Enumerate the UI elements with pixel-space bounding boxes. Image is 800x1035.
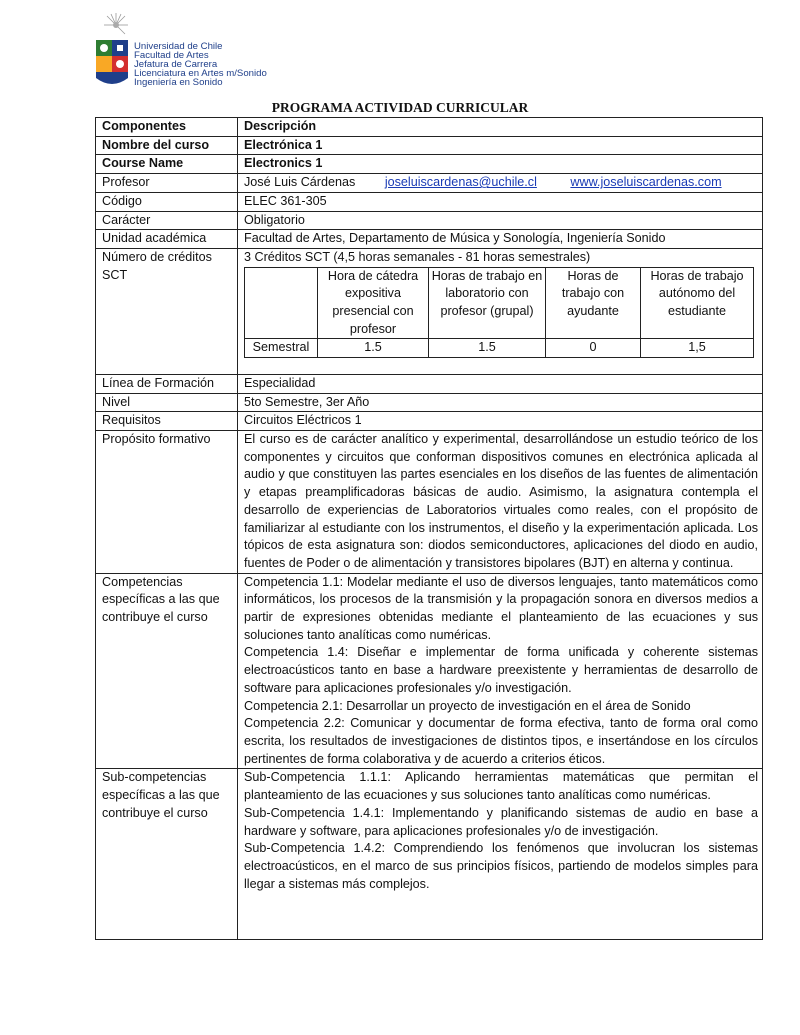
label-course-name: Course Name [96, 155, 238, 174]
label-competencias: Competencias específicas a las que contribuye el curso [96, 573, 238, 769]
row-nombre [96, 136, 763, 155]
logo-line: Universidad de Chile [134, 41, 223, 52]
value-requisitos: Circuitos Eléctricos 1 [238, 412, 763, 431]
label-proposito: Propósito formativo [96, 431, 238, 574]
row-course-name [96, 155, 763, 174]
row-subcompetencias [96, 769, 763, 940]
label-caracter: Carácter [96, 211, 238, 230]
value-nombre: Electrónica 1 [238, 136, 763, 155]
hours-header-autonomo: Horas de trabajo autónomo del estudiante [641, 267, 754, 339]
value-proposito: El curso es de carácter analítico y experimental, desarrollándose un estudio teórico de los componentes y circuitos que conforman dispositivos comunes en electrónica aplicada al audio y que constituyen las partes esenciales en los diseños de las fuentes de alimentación y etapas preamplificadoras básicas de audio. Asimismo, la asignatura contempla el desarrollo de experiencias de Laboratorios virtuales como reales, con el propósito de familiarizar al estudiante con los instrumentos, el diseño y la experimentación aplicada. Los tópicos de esta asignatura son: diodos semiconductores, aplicaciones del diodo en audio, fuentes de Poder o de alimentación y transistores bipolares (BJT) en alterna y continua. [238, 431, 763, 574]
hours-row-label: Semestral [245, 339, 318, 358]
row-codigo [96, 192, 763, 211]
logo-line: Ingeniería en Sonido [134, 77, 223, 88]
university-shield-icon [94, 12, 132, 90]
label-nombre: Nombre del curso [96, 136, 238, 155]
row-profesor [96, 174, 763, 193]
value-subcompetencias [238, 769, 763, 940]
profesor-email-link[interactable]: joseluiscardenas@uchile.cl [384, 175, 537, 190]
value-course-name: Electronics 1 [238, 155, 763, 174]
hours-header-laboratorio: Horas de trabajo en laboratorio con profesor (grupal) [429, 267, 546, 339]
document-title: PROGRAMA ACTIVIDAD CURRICULAR [271, 100, 529, 115]
logo-line: Licenciatura en Artes m/Sonido [134, 68, 267, 79]
row-nivel [96, 393, 763, 412]
profesor-name: José Luis Cárdenas [244, 175, 356, 190]
competencia-item: Competencia 1.1: Modelar mediante el uso de diversos lenguajes, tanto matemáticos como informáticos, los procesos de la transmisión y la propagación sonora en diversos medios a partir de expresiones obtenidas mediante el planteamiento de las ecuaciones y sus soluciones tanto analíticas como numéricas. [244, 574, 758, 642]
profesor-website-link[interactable]: www.joseluiscardenas.com [570, 175, 722, 190]
row-requisitos [96, 412, 763, 431]
subcompetencia-item: Sub-Competencia 1.1.1: Aplicando herramientas matemáticas que permitan el planteamiento de las ecuaciones y sus soluciones tanto analíticas como numéricas. [244, 770, 758, 803]
hours-semestral-row [245, 339, 754, 358]
curriculum-table [95, 117, 763, 940]
subcompetencia-item: Sub-Competencia 1.4.1: Implementando y planificando sistemas de audio en base a hardware y software, para aplicaciones profesionales y/o de investigación. [244, 805, 758, 838]
hours-corner-cell [245, 267, 318, 339]
label-profesor: Profesor [96, 174, 238, 193]
value-profesor [238, 174, 763, 193]
value-nivel: 5to Semestre, 3er Año [238, 393, 763, 412]
competencia-item: Competencia 2.1: Desarrollar un proyecto de investigación en el área de Sonido [244, 698, 691, 713]
value-competencias [238, 573, 763, 769]
value-linea: Especialidad [238, 374, 763, 393]
hours-value-autonomo: 1,5 [641, 339, 754, 358]
value-unidad: Facultad de Artes, Departamento de Música y Sonología, Ingeniería Sonido [238, 230, 763, 249]
row-creditos [96, 248, 763, 374]
hours-header-catedra: Hora de cátedra expositiva presencial con profesor [318, 267, 429, 339]
university-logo [94, 12, 294, 90]
label-requisitos: Requisitos [96, 412, 238, 431]
label-creditos: Número de créditos SCT [96, 248, 238, 374]
hours-header-row [245, 267, 754, 339]
row-caracter [96, 211, 763, 230]
table-header-row [96, 118, 763, 137]
value-caracter: Obligatorio [238, 211, 763, 230]
competencia-item: Competencia 2.2: Comunicar y documentar de forma efectiva, tanto de forma oral como escrita, los resultados de investigaciones de distintos tipos, e insertándose en los círculos pertinentes de forma colaborativa y de acuerdo a criterios éticos. [244, 716, 758, 766]
logo-line: Facultad de Artes [134, 50, 209, 61]
hours-header-ayudante: Horas de trabajo con ayudante [546, 267, 641, 339]
value-codigo: ELEC 361-305 [238, 192, 763, 211]
label-linea: Línea de Formación [96, 374, 238, 393]
hours-value-ayudante: 0 [546, 339, 641, 358]
hours-value-laboratorio: 1.5 [429, 339, 546, 358]
label-codigo: Código [96, 192, 238, 211]
label-nivel: Nivel [96, 393, 238, 412]
value-creditos [238, 248, 763, 374]
header-descripcion: Descripción [238, 118, 763, 137]
subcompetencia-item: Sub-Competencia 1.4.2: Comprendiendo los fenómenos que involucran los sistemas electroacústicos, en el marco de sus principios físicos, partiendo de modelos simples para llegar a sistemas más complejos. [244, 841, 758, 891]
row-competencias [96, 573, 763, 769]
logo-line: Jefatura de Carrera [134, 59, 218, 70]
label-subcompetencias: Sub-competencias específicas a las que contribuye el curso [96, 769, 238, 940]
hours-table [244, 267, 754, 359]
row-linea [96, 374, 763, 393]
label-unidad: Unidad académica [96, 230, 238, 249]
creditos-summary: 3 Créditos SCT (4,5 horas semanales - 81 horas semestrales) [244, 249, 591, 264]
header-componentes: Componentes [96, 118, 238, 137]
competencia-item: Competencia 1.4: Diseñar e implementar de forma unificada y coherente sistemas electroacústicos tanto en base a hardware preexistente y herramientas de desarrollo de software para aplicaciones profesionales y/o investigación. [244, 645, 758, 695]
logo-text [134, 42, 267, 87]
hours-value-catedra: 1.5 [318, 339, 429, 358]
row-unidad [96, 230, 763, 249]
row-proposito [96, 431, 763, 574]
